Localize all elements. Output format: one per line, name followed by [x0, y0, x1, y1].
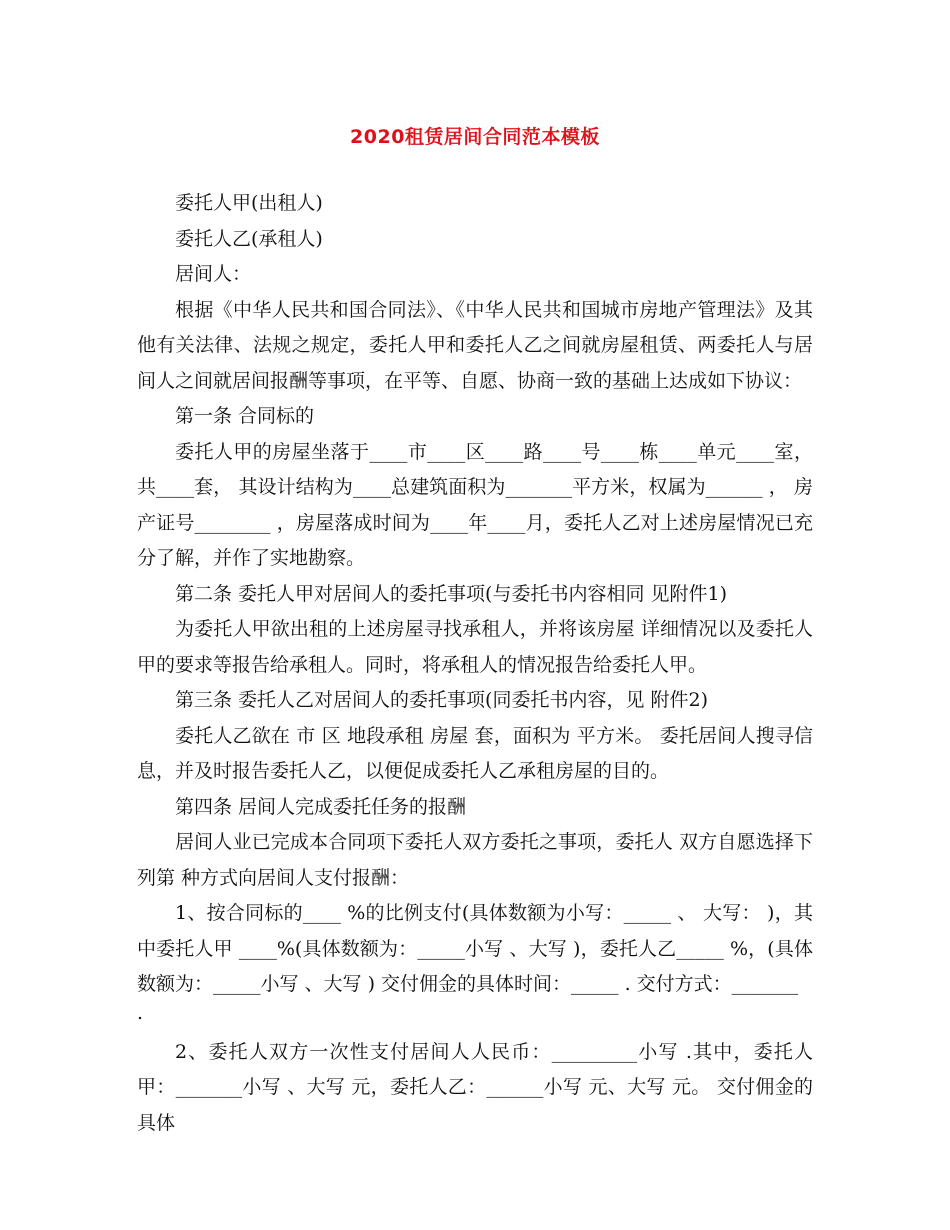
- article-1-paragraph: 委托人甲的房屋坐落于____市____区____路____号____栋____单元____室，共____套， 其设计结构为____总建筑面积为_______平方米，权属为______ ， 房产证号________ ，房屋落成时间为____年____月，委托人乙对上述房屋情况已充分了解，并作了实地勘察。: [137, 440, 813, 569]
- article-2-paragraph: 为委托人甲欲出租的上述房屋寻找承租人，并将该房屋 详细情况以及委托人甲的要求等报告给承租人。同时，将承租人的情况报告给委托人甲。: [137, 618, 813, 676]
- article-2-heading: 第二条 委托人甲对居间人的委托事项(与委托书内容相同 见附件1): [175, 582, 727, 605]
- document-title: 2020租赁居间合同范本模板: [350, 126, 600, 148]
- intermediary-line: 居间人：: [175, 263, 252, 285]
- payment-option-2: 2、委托人双方一次性支付居间人人民币：_________小写 .其中，委托人甲：_______小写 、大写 元，委托人乙：______小写 元、大写 元。 交付佣金的具体: [137, 1040, 813, 1134]
- article-3-paragraph: 委托人乙欲在 市 区 地段承租 房屋 套，面积为 平方米。 委托居间人搜寻信息，并及时报告委托人乙，以便促成委托人乙承租房屋的目的。: [137, 724, 813, 782]
- article-4-paragraph: 居间人业已完成本合同项下委托人双方委托之事项，委托人 双方自愿选择下列第 种方式向居间人支付报酬：: [137, 831, 813, 889]
- payment-option-1: 1、按合同标的____ %的比例支付(具体数额为小写：_____ 、 大写： )，其中委托人甲 ____%(具体数额为：_____小写 、大写 )，委托人乙_____ %，(具体数额为：_____小写 、大写 ) 交付佣金的具体时间：_____ . 交付方式：_______: [137, 902, 813, 995]
- article-4-heading: 第四条 居间人完成委托任务的报酬: [175, 795, 467, 818]
- party-b-line: 委托人乙(承租人): [175, 227, 323, 250]
- article-1-heading: 第一条 合同标的: [175, 405, 315, 427]
- preamble-paragraph: 根据《中华人民共和国合同法》、《中华人民共和国城市房地产管理法》及其他有关法律、法规之规定，委托人甲和委托人乙之间就房屋租赁、两委托人与居间人之间就居间报酬等事项，在平等、自愿、协商一致的基础上达成如下协议：: [137, 298, 813, 392]
- party-a-line: 委托人甲(出租人): [175, 192, 323, 214]
- document-body: [137, 186, 813, 1141]
- article-3-heading: 第三条 委托人乙对居间人的委托事项(同委托书内容，见 附件2): [175, 689, 708, 711]
- payment-option-1-end: .: [137, 1001, 144, 1024]
